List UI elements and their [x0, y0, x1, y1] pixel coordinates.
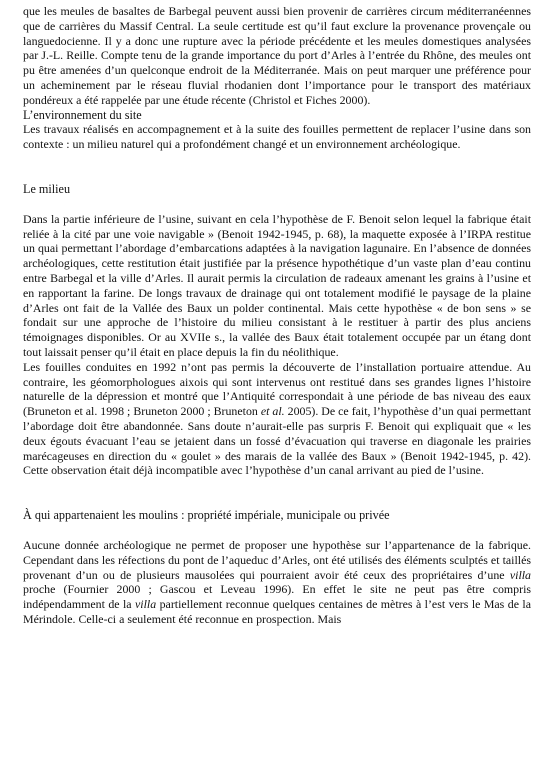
- spacer: [23, 197, 531, 212]
- paragraph-basalt-millstones: que les meules de basaltes de Barbegal peuvent aussi bien provenir de carrières circum méditerranéennes que de carrières du Massif Central. La seule certitude est qu’il faut exclure la provenance provençale ou languedocienne. Il y a donc une rupture avec la période précédente et les meules domestiques analysées par J.-L. Reille. Compte tenu de la grande importance du port d’Arles à l’entrée du Rhône, des meules ont pu être amenées d’un quelconque endroit de la Méditerranée. Mais on peut marquer une préférence pour un acheminement par le réseau fluvial rhodanien dont l’importance pour le transport des matériaux pondéreux a été rappelée par une étude récente (Christol et Fiches 2000).: [23, 4, 531, 107]
- italic-text-run: villa: [509, 567, 531, 582]
- spacer: [23, 152, 531, 182]
- paragraph-excavations-1992: [23, 360, 531, 478]
- spacer: [23, 478, 531, 508]
- spacer: [23, 523, 531, 538]
- text-run: Les fouilles conduites en 1992 n’ont pas permis la découverte de l’installation portuaire attendue. Au contraire, les géomorphologues aixois qui sont intervenus ont restitué dans ses grandes lignes l’histoire naturelle de la dépression et montré que l’Antiquité correspondait à une période de bas niveau des eaux (Bruneton et al. 1998 ; Bruneton 2000 ; Bruneton: [23, 359, 531, 419]
- paragraph-site-context: Les travaux réalisés en accompagnement et à la suite des fouilles permettent de replacer l’usine dans son contexte : un milieu naturel qui a profondément changé et un environnement archéologique.: [23, 122, 531, 152]
- text-run: proche (Fournier 2000 ; Gascou et Leveau 1996). En effet le site ne peut pas être compris indépendamment de la: [23, 582, 531, 612]
- document-page: [23, 4, 531, 627]
- text-run: partiellement reconnue quelques centaines de mètres à l’est vers le Mas de la Mérindole. Celle-ci a seulement été reconnue en prospection. Mais: [23, 597, 531, 626]
- text-run: Aucune donnée archéologique ne permet de proposer une hypothèse sur l’appartenance de la fabrique. Cependant dans les réfections du pont de l’aqueduc d’Arles, ont été utilisés des éléments sculptés et taillés provenant d’un ou de plusieurs mausolées qui pourraient avoir été ceux des propriétaires d’une: [23, 537, 531, 582]
- italic-text-run: et al.: [260, 404, 285, 419]
- text-run: 2005). De ce fait, l’hypothèse d’un quai permettant l’abordage doit être abandonnée. Sans doute n’aurait-elle pas surpris F. Benoit qui expliquait que « les deux égouts évacuant l’eau se jetaient dans un fossé d’évacuation qui traverse en diagonale les prairies marécageuses en direction du « goulet » des marais de la vallée des Baux » (Benoit 1942-1945, p. 42). Cette observation était déjà incompatible avec l’hypothèse d’un canal arrivant au pied de l’usine.: [23, 404, 532, 478]
- paragraph-ownership: [23, 538, 531, 627]
- section-heading-mill-ownership: À qui appartenaient les moulins : propriété impériale, municipale ou privée: [23, 508, 390, 523]
- paragraph-navigable-way: Dans la partie inférieure de l’usine, suivant en cela l’hypothèse de F. Benoit selon lequel la fabrique était reliée à la cité par une voie navigable » (Benoit 1942-1945, p. 68), la maquette exposée à l’IRPA restitue un quai permettant l’abordage d’embarcations adaptées à la navigation lagunaire. En l’absence de données archéologiques, cette restitution était justifiée par la présence hypothétique d’un vaste plan d’eau continu entre Barbegal et la ville d’Arles. Il aurait permis la circulation de radeaux amenant les grains à l’usine et en rapportant la farine. De longs travaux de drainage qui ont totalement modifié le paysage de la plaine d’Arles ont fait de la Vallée des Baux un polder continental. Mais cette hypothèse « de bon sens » se fondait sur une approche de l’histoire du milieu consistant à le restituer à partir des plus anciens témoignages disponibles. Or au XVIIe s., la vallée des Baux était totalement occupée par un étang dont tout laissait penser qu’il était en place depuis la fin du néolithique.: [23, 211, 531, 359]
- section-heading-milieu: Le milieu: [23, 181, 71, 196]
- italic-text-run: villa: [135, 597, 157, 612]
- section-heading-environment: L’environnement du site: [23, 107, 142, 122]
